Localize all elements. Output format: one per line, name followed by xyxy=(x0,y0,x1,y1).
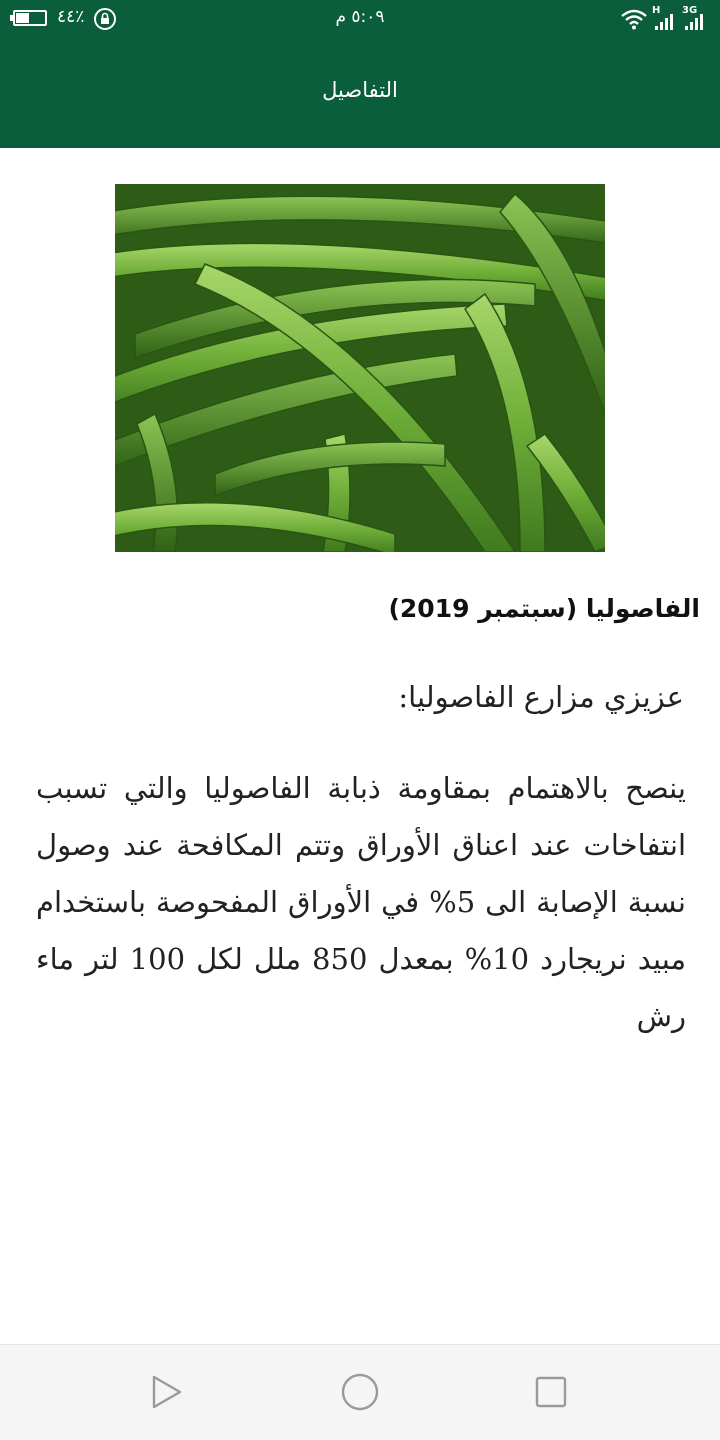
green-beans-image xyxy=(115,184,605,552)
article-headline: الفاصوليا (سبتمبر 2019) xyxy=(388,594,700,623)
wifi-icon xyxy=(620,8,648,30)
network-type-h: H xyxy=(652,5,661,16)
app-bar xyxy=(0,36,720,148)
status-bar xyxy=(0,0,720,36)
network-type-3g: 3G xyxy=(682,5,698,16)
greeting-text: عزيزي مزارع الفاصوليا: xyxy=(398,680,684,714)
page-title: التفاصيل xyxy=(322,78,398,102)
battery-percent: ٪٤٤ xyxy=(57,7,85,27)
article-body: ينصح بالاهتمام بمقاومة ذبابة الفاصوليا والتي تسبب انتفاخات عند اعناق الأوراق وتتم المكافحة عند وصول نسبة الإصابة الى 5% في الأوراق المفحوصة باستخدام مبيد نريجارد 10% بمعدل 850 ملل لكل 100 لتر ماء رش xyxy=(36,771,687,1033)
home-circle-icon[interactable] xyxy=(340,1372,380,1412)
recent-square-icon[interactable] xyxy=(533,1374,569,1410)
signal-strength-icon-2 xyxy=(684,14,706,30)
back-triangle-icon[interactable] xyxy=(146,1372,186,1412)
clock: ٥:٠٩ م xyxy=(335,7,385,27)
signal-strength-icon xyxy=(654,14,676,30)
system-navigation-bar xyxy=(0,1344,720,1440)
